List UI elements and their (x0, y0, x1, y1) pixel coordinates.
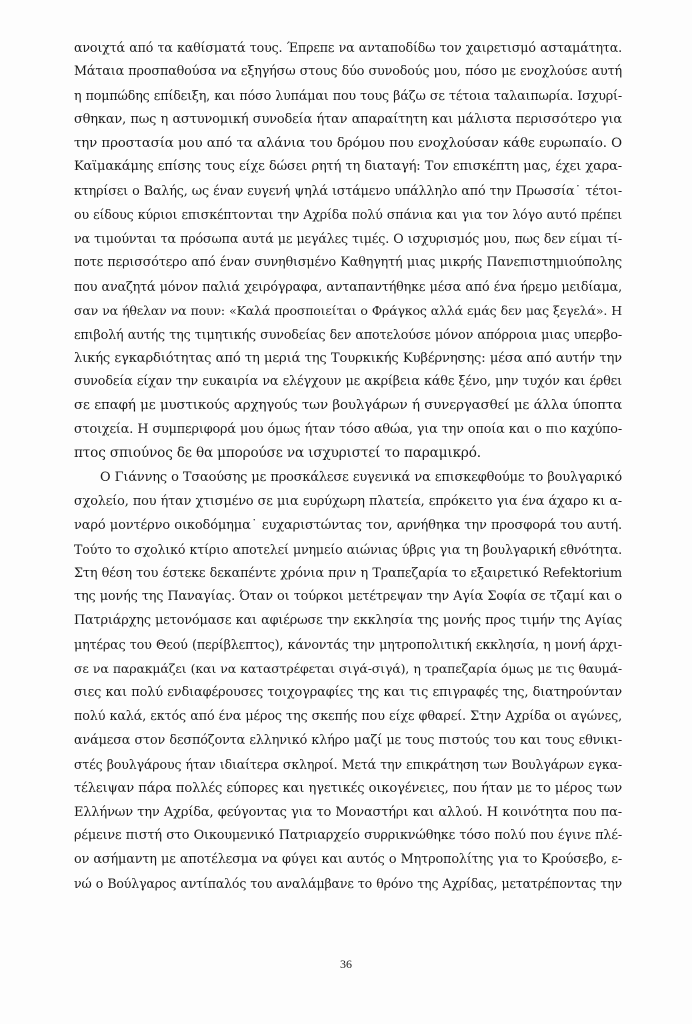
page-number: 36 (340, 957, 352, 971)
text-line: ανάμεσα στον δεσπόζοντα ελληνικό κλήρο μαζί με τους πιστούς του και τους εθνικι- (74, 732, 622, 748)
text-line: πτος σπιούνος δε θα μπορούσε να ισχυριστεί το παραμικρό. (74, 445, 481, 462)
text-line: στοιχεία. Η συμπεριφορά μου όμως ήταν τόσο αθώα, για την οποία και ο πιο καχύπο- (74, 422, 622, 438)
text-line: ον ασήμαντη με αποτέλεσμα να φύγει και αυτός ο Μητροπολίτης για το Κρούσεβο, ε- (74, 852, 622, 868)
text-line: Στη θέση του έστεκε δεκαπέντε χρόνια πριν η Τραπεζαρία το εξαιρετικό Refektorium (74, 565, 622, 581)
text-line: στές βουλγάρους ήταν ιδιαίτερα σκληροί. Μετά την επικράτηση των Βουλγάρων εγκα- (74, 756, 622, 772)
text-line: που αναζητά μόνον παλιά χειρόγραφα, ανταπαντήθηκε μέσα από ένα ήρεμο μειδίαμα, (74, 278, 622, 294)
text-line: νώ ο Βούλγαρος αντίπαλός του αναλάμβανε το θρόνο της Αχρίδας, μετατρέποντας την (74, 876, 622, 892)
text-line: σιες και πολύ ενδιαφέρουσες τοιχογραφίες της και τις επιγραφές της, διατηρούνταν (74, 685, 622, 701)
text-line: επιβολή αυτής της τιμητικής συνοδείας δεν αποτελούσε μόνον απόρροια μιας υπερβο- (74, 326, 622, 342)
text-line: συνοδεία είχαν την ευκαιρία να ελέγχουν με ακρίβεια κάθε ξένο, μην τυχόν και έρθει (74, 374, 622, 390)
text-line: τέλειψαν πάρα πολλές εύπορες και ηγετικές οικογένειες, που ήταν με το μέρος των (74, 780, 622, 796)
text-line: Τούτο το σχολικό κτίριο αποτελεί μνημείο αιώνιας ύβρις για τη βουλγαρική εθνότητα. (74, 541, 622, 557)
paragraph-1 (74, 36, 622, 466)
text-line: σε να παρακμάζει (και να καταστρέφεται σιγά-σιγά), η τραπεζαρία όμως με τις θαυμά- (74, 661, 622, 677)
text-line: Μάταια προσπαθούσα να εξηγήσω στους δύο συνοδούς μου, πόσο με ενοχλούσε αυτή (74, 63, 622, 79)
text-line: ποτε περισσότερο από έναν συνηθισμένο Καθηγητή μιας μικρής Πανεπιστημιούπολης (74, 255, 622, 271)
text-line: σθηκαν, πως η αστυνομική συνοδεία ήταν απαραίτητη και μάλιστα περισσότερο για (74, 111, 622, 127)
text-line: Καϊμακάμης επίσης τους είχε δώσει ρητή τη διαταγή: Τον επισκέπτη μας, έχει χαρα- (74, 159, 622, 175)
body-text (74, 36, 622, 896)
text-line: πολύ καλά, εκτός από ένα μέρος της σκεπής που είχε φθαρεί. Στην Αχρίδα οι αγώνες, (74, 708, 622, 724)
text-line: Ο Γιάννης ο Τσαούσης με προσκάλεσε ευγενικά να επισκεφθούμε το βουλγαρικό (100, 470, 622, 486)
text-line: Ελλήνων την Αχρίδα, φεύγοντας για το Μοναστήρι και αλλού. Η κοινότητα που πα- (74, 804, 622, 820)
text-line: σε επαφή με μυστικούς αρχηγούς των βουλγάρων ή συνεργασθεί με άλλα ύποπτα (74, 398, 622, 414)
text-line: σαν να ήθελαν να πουν: «Καλά προσποιείται ο Φράγκος αλλά εμάς δεν μας ξεγελά». Η (74, 302, 622, 318)
text-line: της μονής της Παναγίας. Όταν οι τούρκοι μετέτρεψαν την Αγία Σοφία σε τζαμί και ο (74, 589, 622, 605)
text-line: ναρό μοντέρνο οικοδόμημα˙ ευχαριστώντας τον, αρνήθηκα την προσφορά του αυτή. (74, 517, 622, 533)
text-line: Πατριάρχης μετονόμασε και αφιέρωσε την εκκλησία της μονής προς τιμήν της Αγίας (74, 613, 622, 629)
text-line: η πομπώδης επίδειξη, και πόσο λυπάμαι που τους βάζω σε τέτοια ταλαιπωρία. Ισχυρί- (74, 87, 622, 103)
text-line: ρέμεινε πιστή στο Οικουμενικό Πατριαρχείο συρρικνώθηκε τόσο πολύ που έγινε πλέ- (74, 828, 622, 844)
paragraph-2 (74, 466, 622, 896)
text-line: να τιμούνται τα πρόσωπα αυτά με μεγάλες τιμές. Ο ισχυρισμός μου, πως δεν είμαι τί- (74, 231, 622, 247)
text-line: κτηρίσει ο Βαλής, ως έναν ευγενή ψηλά ιστάμενο υπάλληλο από την Πρωσσία˙ τέτοι- (74, 183, 622, 199)
text-line: την προστασία μου από τα αλάνια του δρόμου που ενοχλούσαν κάθε ευρωπαίο. Ο (74, 135, 622, 151)
text-line: σχολείο, που ήταν χτισμένο σε μια ευρύχωρη πλατεία, επρόκειτο για ένα άχαρο κι α- (74, 493, 622, 509)
text-line: ου είδους κύριοι επισκέπτονται την Αχρίδα πολύ σπάνια και για τον λόγο αυτό πρέπει (74, 207, 622, 223)
text-line: ανοιχτά από τα καθίσματά τους. Έπρεπε να ανταποδίδω τον χαιρετισμό ασταμάτητα. (74, 40, 622, 55)
text-line: μητέρας του Θεού (περίβλεπτος), κάνοντάς την μητροπολιτική εκκλησία, η μονή άρχι- (74, 637, 622, 653)
text-line: λικής εγκαρδιότητας από τη μεριά της Τουρκικής Κυβέρνησης: μέσα από αυτήν την (74, 350, 622, 366)
